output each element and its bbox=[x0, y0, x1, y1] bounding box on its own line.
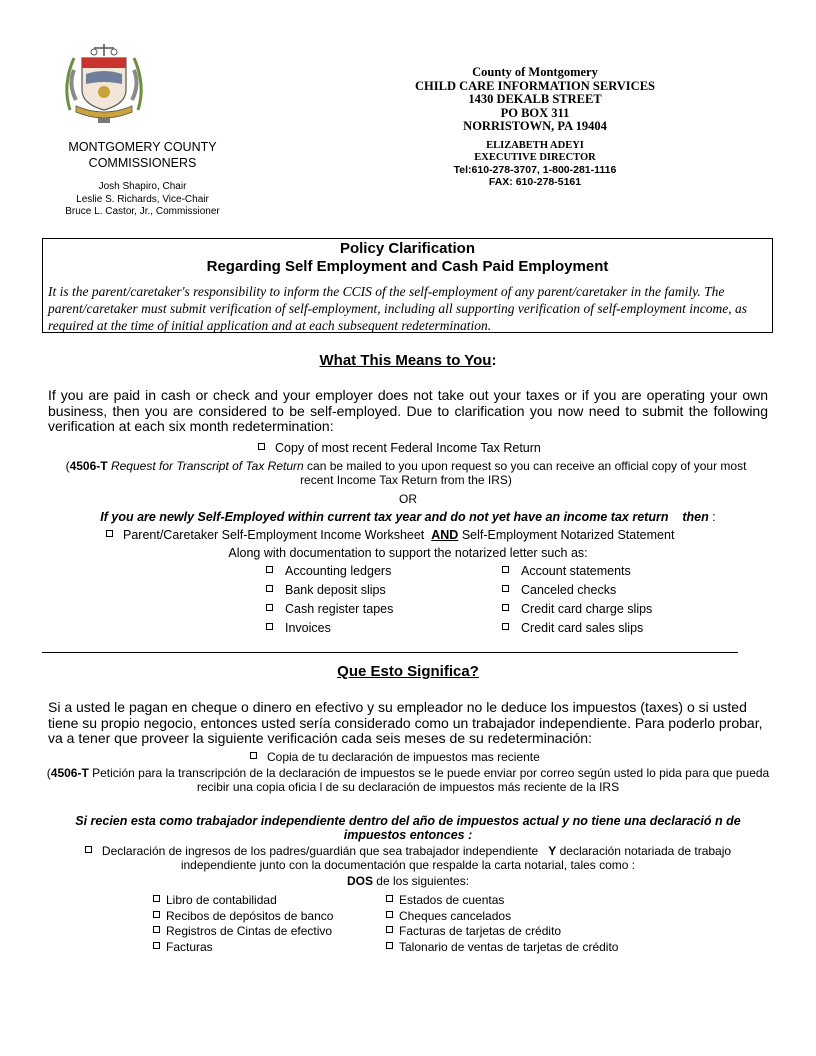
checkbox-icon bbox=[266, 604, 273, 611]
agency-office: CHILD CARE INFORMATION SERVICES bbox=[415, 78, 655, 93]
english-newly-line bbox=[40, 510, 776, 524]
list-item bbox=[266, 600, 393, 619]
list-item bbox=[266, 619, 393, 638]
checkbox-icon bbox=[258, 443, 265, 450]
english-and: AND bbox=[431, 528, 459, 542]
spanish-worksheet-line bbox=[48, 844, 768, 872]
list-item-label: Canceled checks bbox=[521, 583, 617, 597]
english-heading-row bbox=[0, 352, 816, 369]
list-item-label: Accounting ledgers bbox=[285, 564, 392, 578]
spanish-notarized: declaración notariada de trabajo independiente junto con la documentación que respalde la carta notarial, tales como : bbox=[180, 844, 732, 872]
spanish-newly-bold: Si recien esta como trabajador independiente dentro del año de impuestos actual y no tiene una declaració n de impuestos entonces : bbox=[75, 814, 741, 842]
director-fax: FAX: 610-278-5161 bbox=[488, 176, 582, 188]
director-tel: Tel:610-278-3707, 1-800-281-1116 bbox=[453, 164, 617, 176]
agency-county: County of Montgomery bbox=[472, 65, 598, 79]
checkbox-icon bbox=[153, 911, 160, 918]
county-seal-icon bbox=[60, 40, 148, 124]
list-item bbox=[153, 940, 333, 956]
policy-body: It is the parent/caretaker's responsibility to inform the CCIS of the self-employment of any parent/caretaker in the family. The parent/caretaker must submit verification of self-employment, including all supporting verification of self-employment income, as required at the time of initial application and at each subsequent redetermination. bbox=[48, 284, 748, 333]
english-along: Along with documentation to support the notarized letter such as: bbox=[228, 546, 588, 560]
list-item bbox=[153, 924, 333, 940]
list-item-label: Recibos de depósitos de banco bbox=[166, 908, 334, 923]
list-item bbox=[266, 562, 393, 581]
list-item-label: Bank deposit slips bbox=[285, 583, 386, 597]
english-item-tax-return bbox=[258, 441, 541, 455]
commissioner-name: Leslie S. Richards, Vice-Chair bbox=[76, 193, 209, 205]
director-title: EXECUTIVE DIRECTOR bbox=[474, 152, 596, 163]
spanish-worksheet: Declaración de ingresos de los padres/guardián que sea trabajador independiente bbox=[101, 844, 539, 858]
checkbox-icon bbox=[502, 585, 509, 592]
english-item-tax-return-label: Copy of most recent Federal Income Tax Return bbox=[275, 441, 541, 455]
spanish-form-note: (4506-T Petición para la transcripción de la declaración de impuestos se le puede enviar por correo según usted lo pida para que pueda recibir una copia oficia l de su declaración de impuestos más reciente de la IRS bbox=[46, 766, 770, 794]
english-form-title: Request for Transcript of Tax Return bbox=[110, 459, 304, 473]
english-form-code: 4506-T bbox=[69, 459, 108, 473]
checkbox-icon bbox=[153, 926, 160, 933]
agency-street: 1430 DEKALB STREET bbox=[468, 92, 602, 106]
checkbox-icon bbox=[502, 566, 509, 573]
agency-pobox: PO BOX 311 bbox=[500, 105, 570, 120]
commissioners-block bbox=[40, 140, 245, 219]
director-contact bbox=[400, 140, 670, 188]
list-item-label: Account statements bbox=[521, 564, 631, 578]
spanish-item-tax-return-label: Copia de tu declaración de impuestos mas reciente bbox=[267, 750, 540, 764]
english-worksheet-line bbox=[106, 528, 674, 542]
policy-title-2: Regarding Self Employment and Cash Paid Employment bbox=[206, 258, 609, 275]
list-item-label: Credit card charge slips bbox=[521, 602, 653, 616]
list-item-label: Talonario de ventas de tarjetas de crédito bbox=[399, 939, 619, 954]
list-item-label: Cheques cancelados bbox=[399, 908, 512, 923]
list-item bbox=[502, 581, 652, 600]
english-newly-then: then bbox=[682, 510, 709, 524]
list-item-label: Estados de cuentas bbox=[399, 893, 505, 907]
spanish-docs-right bbox=[386, 893, 618, 955]
checkbox-icon bbox=[386, 942, 393, 949]
spanish-intro: Si a usted le pagan en cheque o dinero en efectivo y su empleador no le deduce los impuestos (taxes) o si usted tiene su propio negocio, entonces usted sería considerado como un trabajador independiente. Para poderlo probar, va a tener que proveer la siguiente verificación cada seis meses de su redeterminación: bbox=[48, 699, 763, 746]
checkbox-icon bbox=[502, 604, 509, 611]
policy-title-1: Policy Clarification bbox=[339, 240, 476, 257]
list-item bbox=[386, 940, 618, 956]
list-item bbox=[386, 924, 618, 940]
list-item-label: Facturas de tarjetas de crédito bbox=[399, 924, 562, 938]
checkbox-icon bbox=[106, 530, 113, 537]
list-item bbox=[153, 893, 333, 909]
spanish-heading: Que Esto Significa? bbox=[337, 663, 479, 680]
english-form-note: (4506-T Request for Transcript of Tax Return can be mailed to you upon request so you can receive an official copy of your most recent Income Tax Return from the IRS) bbox=[65, 459, 747, 487]
list-item-label: Credit card sales slips bbox=[521, 621, 644, 635]
list-item bbox=[502, 562, 652, 581]
list-item bbox=[502, 619, 652, 638]
english-newly-bold: If you are newly Self-Employed within current tax year and do not yet have an income tax return bbox=[100, 510, 669, 524]
spanish-dos-line bbox=[0, 874, 816, 888]
agency-city: NORRISTOWN, PA 19404 bbox=[463, 119, 607, 133]
list-item bbox=[386, 893, 618, 909]
list-item-label: Invoices bbox=[285, 621, 331, 635]
checkbox-icon bbox=[266, 585, 273, 592]
english-notarized: Self-Employment Notarized Statement bbox=[461, 528, 675, 542]
english-docs-left bbox=[266, 562, 393, 638]
policy-box bbox=[42, 238, 773, 333]
checkbox-icon bbox=[250, 752, 257, 759]
spanish-dos: DOS bbox=[346, 874, 373, 888]
commissioner-name: Josh Shapiro, Chair bbox=[98, 181, 187, 192]
checkbox-icon bbox=[502, 623, 509, 630]
spanish-form-code: 4506-T bbox=[50, 766, 89, 780]
commissioners-title-2: COMMISSIONERS bbox=[88, 155, 197, 170]
english-form-text: can be mailed to you upon request so you can receive an official copy of your most recent Income Tax Return from the IRS) bbox=[300, 459, 747, 487]
checkbox-icon bbox=[266, 623, 273, 630]
commissioners-title-1: MONTGOMERY COUNTY bbox=[68, 140, 217, 154]
english-worksheet: Parent/Caretaker Self-Employment Income Worksheet bbox=[123, 528, 425, 542]
list-item bbox=[502, 600, 652, 619]
checkbox-icon bbox=[153, 895, 160, 902]
spanish-y: Y bbox=[548, 844, 557, 858]
english-heading: What This Means to You bbox=[319, 352, 492, 369]
spanish-item-tax-return bbox=[250, 750, 540, 764]
spanish-docs-left bbox=[153, 893, 333, 955]
checkbox-icon bbox=[153, 942, 160, 949]
list-item bbox=[266, 581, 393, 600]
director-name: ELIZABETH ADEYI bbox=[486, 140, 584, 151]
english-heading-colon: : bbox=[491, 352, 497, 369]
commissioner-name: Bruce L. Castor, Jr., Commissioner bbox=[65, 206, 220, 217]
checkbox-icon bbox=[266, 566, 273, 573]
spanish-dos-rest: de los siguientes: bbox=[372, 874, 470, 888]
english-or: OR bbox=[399, 492, 417, 506]
list-item-label: Facturas bbox=[166, 939, 213, 954]
list-item-label: Registros de Cintas de efectivo bbox=[166, 924, 333, 938]
list-item-label: Libro de contabilidad bbox=[166, 893, 277, 907]
english-intro: If you are paid in cash or check and your employer does not take out your taxes or if you are operating your own business, then you are considered to be self-employed. Due to clarification you now need to submit the following verification at each six month redetermination: bbox=[48, 387, 768, 434]
checkbox-icon bbox=[85, 846, 92, 853]
list-item bbox=[153, 909, 333, 925]
spanish-form-text: Petición para la transcripción de la declaración de impuestos se le puede enviar por correo según usted lo pida para que pueda recibir una copia oficia l de su declaración de impuestos más reciente de la IRS bbox=[88, 766, 770, 794]
section-divider bbox=[42, 652, 738, 653]
english-newly-colon: : bbox=[708, 510, 716, 524]
list-item bbox=[386, 909, 618, 925]
checkbox-icon bbox=[386, 895, 393, 902]
agency-address bbox=[380, 66, 690, 134]
checkbox-icon bbox=[386, 926, 393, 933]
english-docs-right bbox=[502, 562, 652, 638]
checkbox-icon bbox=[386, 911, 393, 918]
list-item-label: Cash register tapes bbox=[285, 602, 394, 616]
